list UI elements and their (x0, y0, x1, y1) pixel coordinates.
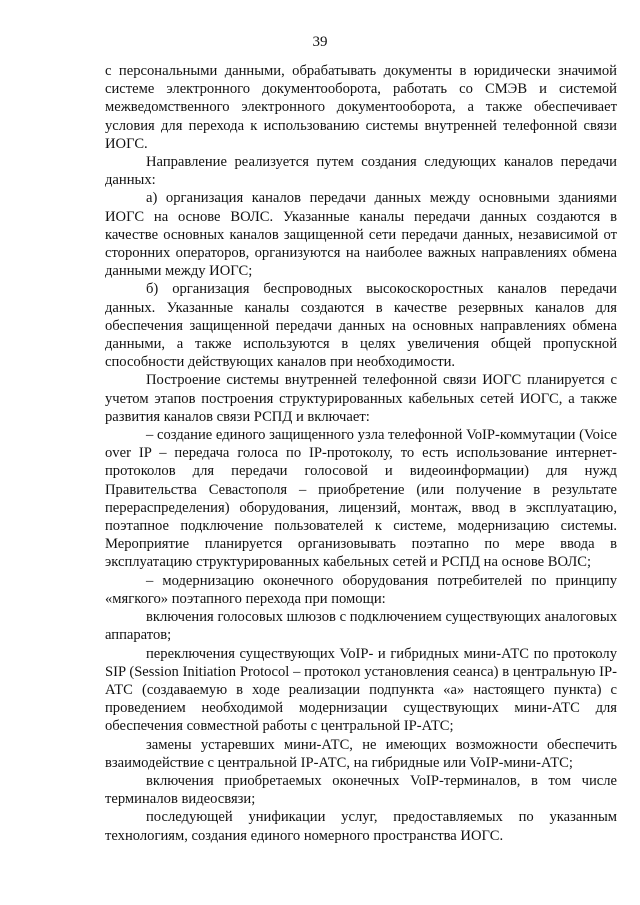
paragraph-continuation: с персональными данными, обрабатывать документы в юридически значимой системе электронного документооборота, работать со СМЭВ и системой межведомственного электронного документооборота, а также обеспечивает условия для перехода к использованию системы внутренней телефонной связи ИОГС. (105, 63, 617, 152)
paragraph-terminal-modernization: – модернизацию оконечного оборудования потребителей по принципу «мягкого» поэтапного перехода при помощи: (105, 572, 617, 607)
paragraph-item-a: а) организация каналов передачи данных между основными зданиями ИОГС на основе ВОЛС. Указанные каналы передачи данных создаются в качестве основных каналов защищенной сети передачи данных, независимой от сторонних операторов, организуются на наиболее важных направлениях обмена данными между ИОГС; (105, 190, 617, 280)
page-number: 39 (312, 34, 328, 50)
document-body (105, 62, 617, 845)
paragraph-pbx-replacement: замены устаревших мини-АТС, не имеющих возможности обеспечить взаимодействие с центральной IP-АТС, на гибридные или VoIP-мини-АТС; (105, 736, 617, 771)
paragraph-voice-gateways: включения голосовых шлюзов с подключением существующих аналоговых аппаратов; (105, 609, 617, 644)
paragraph-voip-node: – создание единого защищенного узла телефонной VoIP-коммутации (Voice over IP – передача голоса по IP-протоколу, то есть использование интернет-протоколов для передачи голосовой и видеоинформации) для нужд Правительства Севастополя – приобретение (или получение в результате перераспределения) оборудования, лицензий, монтаж, ввод в эксплуатацию, поэтапное подключение пользователей к системе, модернизацию системы. Мероприятие планируется организовывать поэтапно по мере ввода в эксплуатацию структурированных кабельных сетей и РСПД на основе ВОЛС; (105, 427, 617, 571)
paragraph-sip-switching: переключения существующих VoIP- и гибридных мини-АТС по протоколу SIP (Session Initiation Protocol – протокол установления сеанса) в центральную IP-АТС (создаваемую в ходе реализации подпункта «а» настоящего пункта) с проведением необходимой модернизации существующих мини-АТС для обеспечения совместной работы с центральной IP-АТС; (105, 645, 617, 735)
paragraph-service-unification: последующей унификации услуг, предоставляемых по указанным технологиям, создания единого номерного пространства ИОГС. (105, 809, 617, 844)
paragraph-direction-intro: Направление реализуется путем создания следующих каналов передачи данных: (105, 154, 617, 189)
paragraph-item-b: б) организация беспроводных высокоскоростных каналов передачи данных. Указанные каналы создаются в качестве резервных каналов для обеспечения защищенной передачи данных на основных направлениях обмена данными, а также используются в целях увеличения общей пропускной способности действующих каналов при необходимости. (105, 281, 617, 371)
paragraph-voip-terminals: включения приобретаемых оконечных VoIP-терминалов, в том числе терминалов видеосвязи; (105, 772, 617, 808)
paragraph-telephony-intro: Построение системы внутренней телефонной связи ИОГС планируется с учетом этапов построения структурированных кабельных сетей ИОГС, а также развития каналов связи РСПД и включает: (105, 372, 617, 425)
